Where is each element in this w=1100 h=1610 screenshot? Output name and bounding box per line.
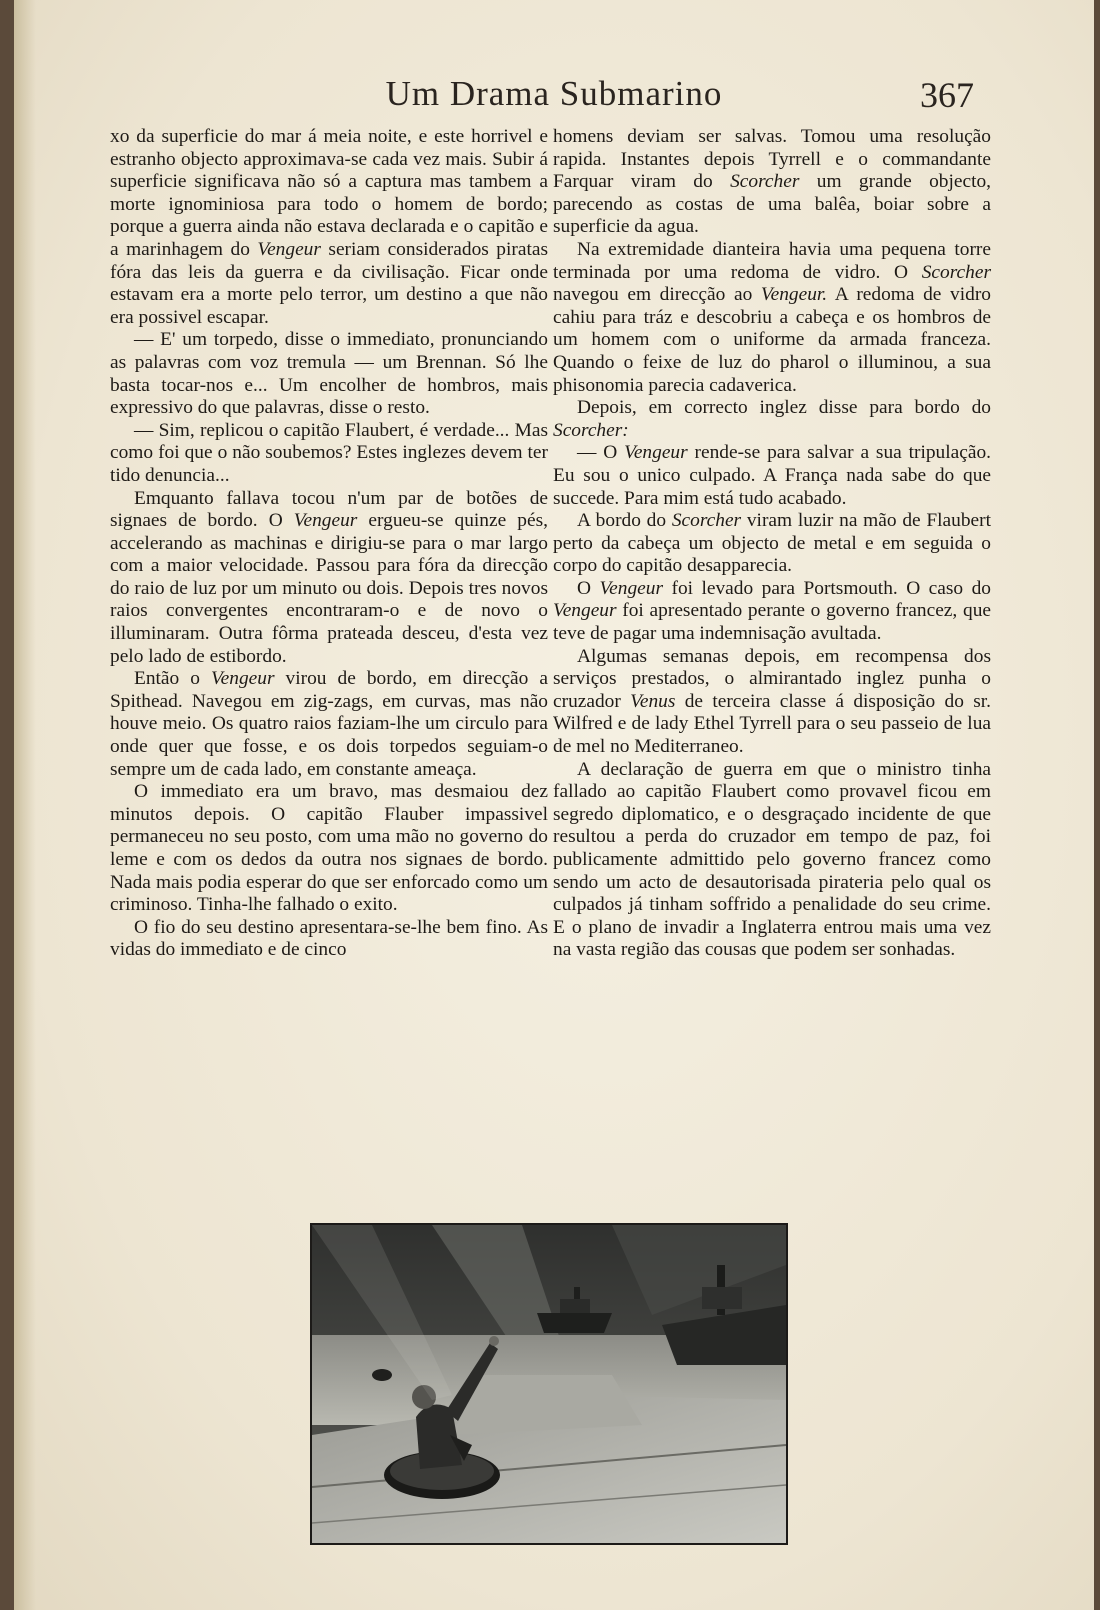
page-number: 367	[920, 75, 974, 115]
paragraph: O Vengeur foi levado para Portsmouth. O caso do Vengeur foi apresentado perante o governo francez, que teve de pagar uma indemnisação avultada.	[553, 577, 991, 645]
paragraph: A bordo do Scorcher viram luzir na mão de Flaubert perto da cabeça um objecto de metal e em seguida o corpo do capitão desapparecia.	[553, 510, 991, 577]
book-page	[14, 0, 1094, 1610]
page-header	[14, 74, 1094, 122]
running-title: Um Drama Submarino	[385, 74, 723, 113]
paragraph: O immediato era um bravo, mas desmaiou dez minutos depois. O capitão Flauber impassivel permaneceu no seu posto, com uma mão no governo do leme e com os dedos da outra nos signaes de bordo. Nada mais podia esperar do que ser enforcado como um criminoso. Tinha-lhe falhado o exito.	[110, 781, 548, 916]
engraving-illustration	[310, 1223, 788, 1545]
paragraph: Depois, em correcto inglez disse para bordo do Scorcher:	[553, 397, 991, 441]
paragraph: Então o Vengeur virou de bordo, em direcção a Spithead. Navegou em zig-zags, em curvas, mas não houve meio. Os quatro raios faziam-lhe um circulo para onde quer que fosse, e os dois torpedos seguiam-o sempre um de cada lado, em constante ameaça.	[110, 668, 548, 780]
paragraph: Na extremidade dianteira havia uma pequena torre terminada por uma redoma de vidro. O Scorcher navegou em direcção ao Vengeur. A redoma de vidro cahiu para tráz e descobriu a cabeça e os hombros de um homem com o uniforme da armada franceza. Quando o feixe de luz do pharol o illuminou, a sua phisonomia parecia cadaverica.	[553, 238, 991, 396]
right-column	[553, 126, 991, 962]
paragraph: homens deviam ser salvas. Tomou uma resolução rapida. Instantes depois Tyrrell e o commandante Farquar viram do Scorcher um grande objecto, parecendo as costas de uma balêa, boiar sobre a superficie da agua.	[553, 126, 991, 238]
paragraph: — E' um torpedo, disse o immediato, pronunciando as palavras com voz tremula — um Brennan. Só lhe basta tocar-nos e... Um encolher de hombros, mais expressivo do que palavras, disse o resto.	[110, 329, 548, 419]
paragraph: A declaração de guerra em que o ministro tinha fallado ao capitão Flaubert como provavel ficou em segredo diplomatico, e o desgraçado incidente de que resultou a perda do cruzador em tempo de paz, foi publicamente admittido pelo governo francez como sendo um acto de desautorisada pirateria pelo qual os culpados já tinham soffrido a penalidade do seu crime. E o plano de invadir a Inglaterra entrou mais uma vez na vasta região das cousas que podem ser sonhadas.	[553, 758, 991, 961]
paragraph: — O Vengeur rende-se para salvar a sua tripulação. Eu sou o unico culpado. A França nada sabe do que succede. Para mim está tudo acabado.	[553, 442, 992, 509]
paragraph: xo da superficie do mar á meia noite, e este horrivel e estranho objecto approximava-se cada vez mais. Subir á superficie significava não só a captura mas tambem a morte ignominiosa para todo o homem de bordo; porque a guerra ainda não estava declarada e o capitão e a marinhagem do Vengeur seriam considerados piratas fóra das leis da guerra e da civilisação. Ficar onde estavam era a morte pelo terror, um destino a que não era possivel escapar.	[110, 126, 548, 328]
left-column	[110, 126, 548, 962]
paragraph: O fio do seu destino apresentara-se-lhe bem fino. As vidas do immediato e de cinco	[110, 916, 548, 961]
paragraph: Emquanto fallava tocou n'um par de botões de signaes de bordo. O Vengeur ergueu-se quinze pés, accelerando as machinas e dirigiu-se para o mar largo com a maior velocidade. Passou para fóra da direcção do raio de luz por um minuto ou dois. Depois tres novos raios convergentes encontraram-o e de novo o illuminaram. Outra fôrma prateada desceu, d'esta vez pelo lado de estibordo.	[110, 487, 548, 667]
submarine-scene-icon	[312, 1225, 786, 1543]
paragraph: Algumas semanas depois, em recompensa dos serviços prestados, o almirantado inglez punha o cruzador Venus de terceira classe á disposição do sr. Wilfred e de lady Ethel Tyrrell para o seu passeio de lua de mel no Mediterraneo.	[553, 645, 991, 758]
paragraph: — Sim, replicou o capitão Flaubert, é verdade... Mas como foi que o não soubemos? Estes inglezes devem ter tido denuncia...	[110, 419, 548, 486]
